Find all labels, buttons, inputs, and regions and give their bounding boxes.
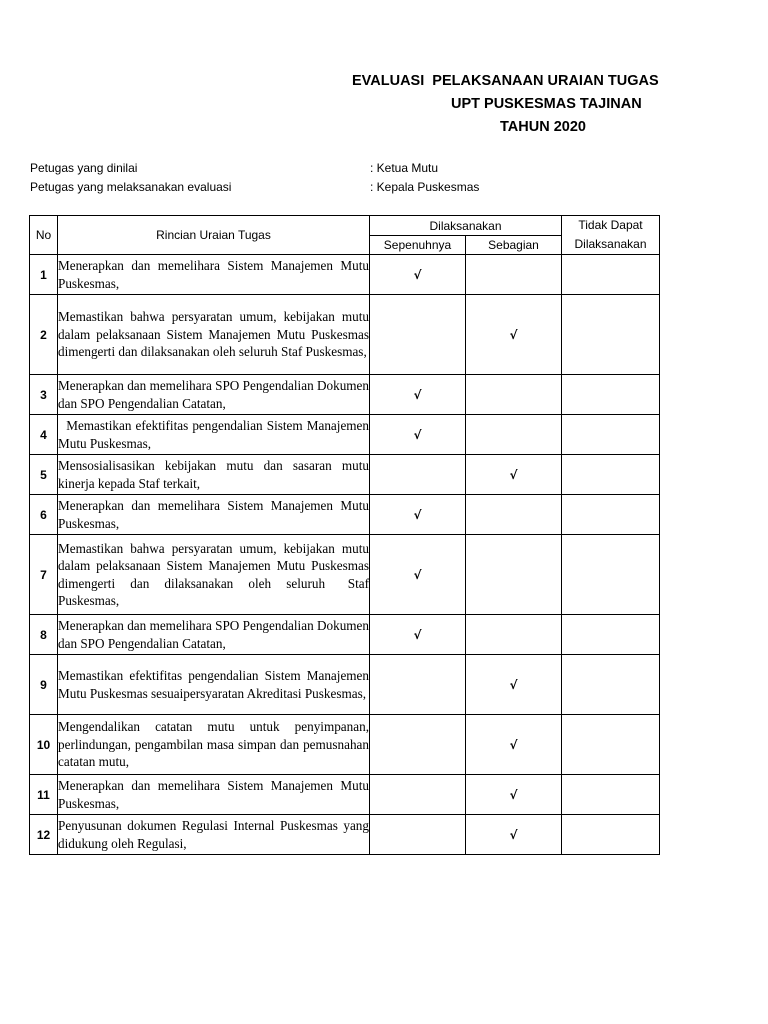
evaluated-officer-value: : Ketua Mutu [370,161,439,175]
row-check-not [562,455,660,495]
row-task-description: Mensosialisasikan kebijakan mutu dan sasaran mutu kinerja kepada Staf terkait, [58,455,370,495]
table-row [30,295,660,375]
row-number: 9 [30,655,58,715]
row-number: 2 [30,295,58,375]
table-row [30,715,660,775]
evaluator-label: Petugas yang melaksanakan evaluasi [30,180,232,194]
evaluator-value: : Kepala Puskesmas [370,180,480,194]
row-number: 12 [30,815,58,855]
table-row [30,775,660,815]
row-check-partial [466,255,562,295]
table-row [30,495,660,535]
header-implemented: Dilaksanakan [370,216,562,236]
header-task-description: Rincian Uraian Tugas [58,216,370,255]
row-check-not [562,375,660,415]
row-check-not [562,495,660,535]
row-task-description: Mengendalikan catatan mutu untuk penyimpanan, perlindungan, pengambilan masa simpan dan pemusnahan catatan mutu, [58,715,370,775]
table-row [30,255,660,295]
document-subtitle-institution: UPT PUSKESMAS TAJINAN [451,96,642,112]
row-check-not [562,415,660,455]
header-not-implementable-line1: Tidak Dapat [578,218,643,232]
row-task-description: Menerapkan dan memelihara SPO Pengendalian Dokumen dan SPO Pengendalian Catatan, [58,615,370,655]
row-check-full [370,815,466,855]
row-check-partial [466,495,562,535]
table-row [30,375,660,415]
row-check-partial: √ [466,295,562,375]
row-check-partial: √ [466,715,562,775]
row-check-not [562,255,660,295]
row-task-description: Menerapkan dan memelihara Sistem Manajemen Mutu Puskesmas, [58,255,370,295]
row-check-partial: √ [466,815,562,855]
row-check-not [562,815,660,855]
row-number: 8 [30,615,58,655]
row-check-full [370,715,466,775]
row-check-full: √ [370,255,466,295]
table-header-row [30,216,660,236]
row-check-not [562,535,660,615]
row-check-full [370,295,466,375]
header-not-implementable-line2: Dilaksanakan [574,237,647,251]
table-row [30,815,660,855]
row-check-full: √ [370,615,466,655]
row-check-not [562,655,660,715]
document-subtitle-year: TAHUN 2020 [500,119,586,135]
row-check-partial [466,535,562,615]
row-check-not [562,775,660,815]
table-body [30,255,660,855]
header-no: No [30,216,58,255]
row-task-description: Menerapkan dan memelihara SPO Pengendalian Dokumen dan SPO Pengendalian Catatan, [58,375,370,415]
row-check-partial: √ [466,455,562,495]
row-number: 7 [30,535,58,615]
table-row [30,615,660,655]
row-task-description: Memastikan efektifitas pengendalian Sistem Manajemen Mutu Puskesmas, [58,415,370,455]
row-task-description: Menerapkan dan memelihara Sistem Manajemen Mutu Puskesmas, [58,495,370,535]
row-check-full: √ [370,535,466,615]
row-number: 1 [30,255,58,295]
row-check-partial [466,615,562,655]
row-task-description: Memastikan bahwa persyaratan umum, kebijakan mutu dalam pelaksanaan Sistem Manajemen Mutu Puskesmas dimengerti dan dilaksanakan oleh seluruh Staf Puskesmas, [58,535,370,615]
row-number: 4 [30,415,58,455]
row-check-not [562,295,660,375]
row-check-full: √ [370,415,466,455]
table-row [30,415,660,455]
row-check-partial: √ [466,775,562,815]
row-number: 3 [30,375,58,415]
row-number: 10 [30,715,58,775]
document-title: EVALUASI PELAKSANAAN URAIAN TUGAS [352,73,659,89]
row-number: 6 [30,495,58,535]
table-row [30,455,660,495]
row-check-not [562,615,660,655]
row-check-not [562,715,660,775]
row-task-description: Memastikan efektifitas pengendalian Sistem Manajemen Mutu Puskesmas sesuaipersyaratan Akreditasi Puskesmas, [58,655,370,715]
table-row [30,535,660,615]
row-check-partial: √ [466,655,562,715]
row-check-full: √ [370,375,466,415]
table-row [30,655,660,715]
row-check-partial [466,375,562,415]
row-number: 11 [30,775,58,815]
header-partially: Sebagian [466,236,562,255]
row-check-partial [466,415,562,455]
evaluation-table [29,215,660,855]
row-check-full [370,455,466,495]
header-fully: Sepenuhnya [370,236,466,255]
row-number: 5 [30,455,58,495]
header-not-implementable [562,216,660,255]
evaluated-officer-label: Petugas yang dinilai [30,161,138,175]
row-task-description: Menerapkan dan memelihara Sistem Manajemen Mutu Puskesmas, [58,775,370,815]
row-check-full [370,775,466,815]
row-check-full [370,655,466,715]
row-check-full: √ [370,495,466,535]
row-task-description: Penyusunan dokumen Regulasi Internal Puskesmas yang didukung oleh Regulasi, [58,815,370,855]
row-task-description: Memastikan bahwa persyaratan umum, kebijakan mutu dalam pelaksanaan Sistem Manajemen Mutu Puskesmas dimengerti dan dilaksanakan oleh seluruh Staf Puskesmas, [58,295,370,375]
